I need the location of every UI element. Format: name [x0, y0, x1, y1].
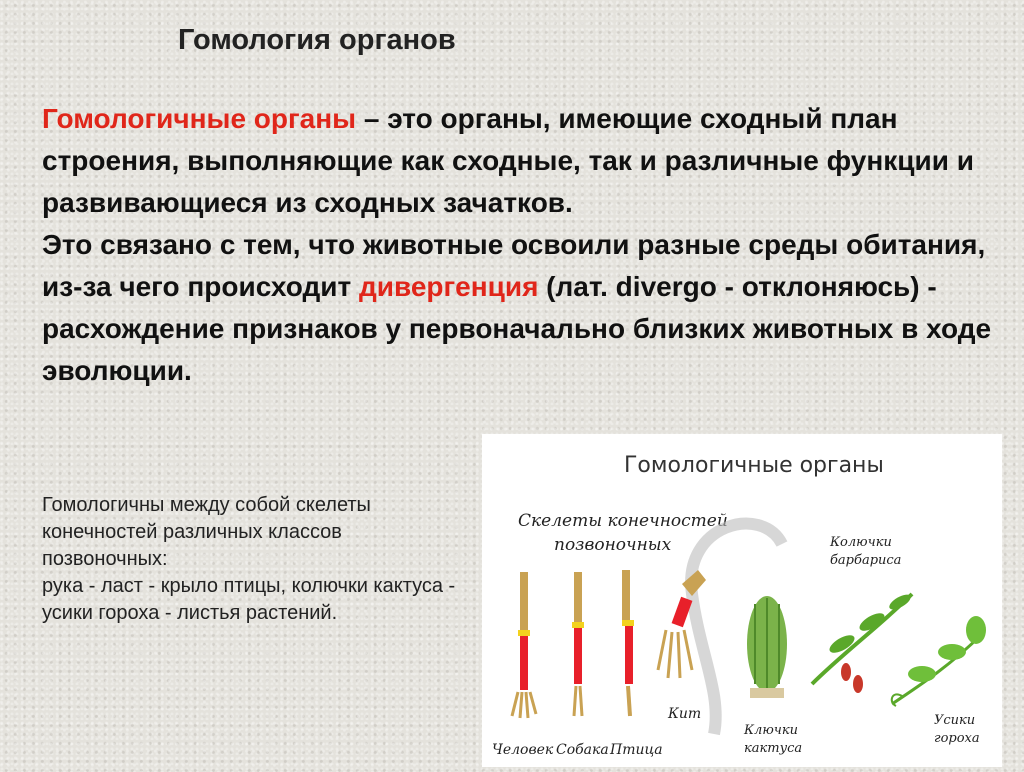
dog-limb-icon — [572, 572, 584, 716]
pea-tendril-icon — [892, 616, 986, 706]
human-limb-icon — [512, 572, 536, 718]
label-bird: Птица — [610, 742, 663, 758]
slide-title: Гомология органов — [178, 24, 456, 56]
label-whale: Кит — [668, 706, 702, 722]
definition-text: – это органы, имеющие сходный план строения, выполняющие как сходные, так и различные функции и развивающиеся из сходных зачатков. — [42, 103, 974, 218]
label-pea-1: Усики — [934, 713, 976, 728]
side-note — [42, 492, 462, 627]
bird-limb-icon — [622, 570, 634, 716]
figure-subtitle-2: позвоночных — [554, 535, 672, 555]
term-highlight: Гомологичные органы — [42, 103, 357, 134]
definition-block — [42, 98, 1007, 392]
explanation-text-2: (лат. divergo - отклоняюсь) - расхождение признаков у первоначально близких животных в ходе эволюции. — [42, 271, 992, 386]
barberry-icon — [812, 592, 913, 693]
label-barberry-2: барбариса — [830, 553, 902, 568]
label-pea-2: гороха — [934, 731, 980, 746]
side-note-line2: рука - ласт - крыло птицы, колючки кактуса - усики гороха - листья растений. — [42, 575, 456, 624]
explanation-text-1: Это связано с тем, что животные освоили разные среды обитания, из-за чего происходит — [42, 229, 986, 302]
label-dog: Собака — [556, 742, 609, 758]
figure-title: Гомологичные органы — [624, 453, 884, 478]
side-note-line1: Гомологичны между собой скелеты конечностей различных классов позвоночных: — [42, 494, 371, 570]
label-cactus-1: Ключки — [744, 723, 799, 738]
cactus-icon — [747, 596, 787, 698]
figure-subtitle-1: Скелеты конечностей — [518, 511, 728, 531]
figure-illustration — [482, 434, 1002, 767]
label-cactus-2: кактуса — [744, 741, 803, 756]
label-barberry-1: Колючки — [830, 535, 892, 550]
homologous-organs-figure — [482, 434, 1002, 767]
label-human: Человек — [492, 742, 554, 758]
divergence-highlight: дивергенция — [358, 271, 539, 302]
